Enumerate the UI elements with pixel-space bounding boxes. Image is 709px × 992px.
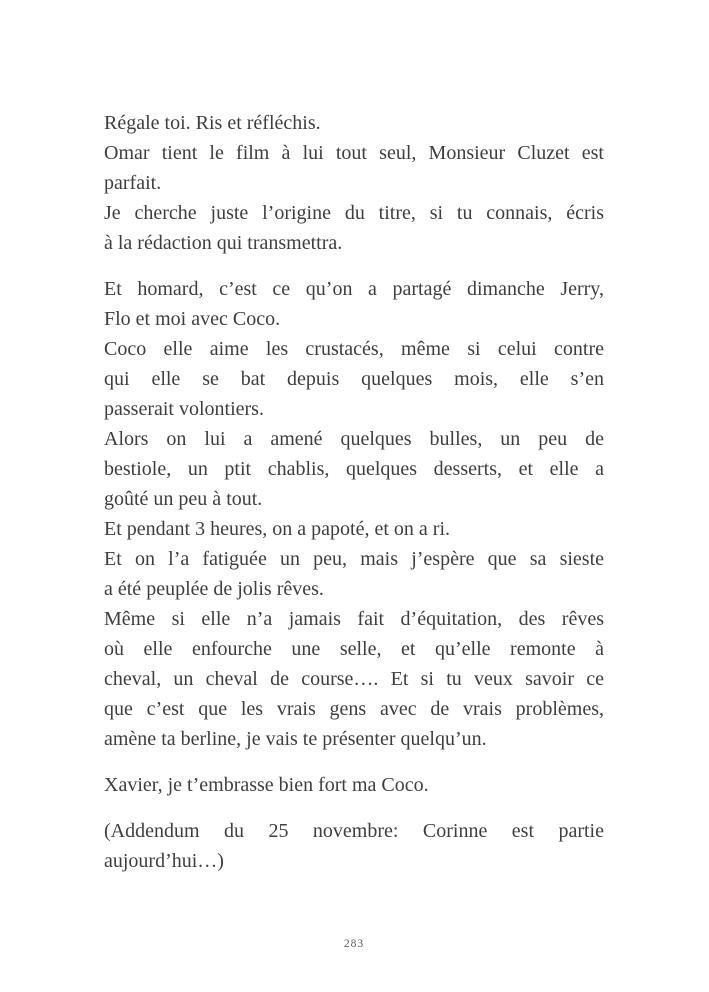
text-line: Coco elle aime les crustacés, même si celui contre [104, 338, 604, 360]
text-line: goûté un peu à tout. [104, 488, 263, 510]
text-line: Régale toi. Ris et réfléchis. [104, 112, 321, 134]
paragraph [104, 604, 604, 754]
page-text [104, 108, 604, 876]
text-line: où elle enfourche une selle, et qu’elle remonte à [104, 638, 604, 660]
text-line: parfait. [104, 172, 162, 194]
paragraph [104, 544, 604, 604]
text-line: aujourd’hui…) [104, 850, 224, 872]
paragraph-block-3 [104, 770, 604, 800]
text-line: a été peuplée de jolis rêves. [104, 578, 324, 600]
text-line: Omar tient le film à lui tout seul, Monsieur Cluzet est [104, 142, 604, 164]
paragraph [104, 108, 604, 138]
text-line: qui elle se bat depuis quelques mois, elle s’en [104, 368, 604, 390]
paragraph-block-2 [104, 274, 604, 754]
text-line: Et pendant 3 heures, on a papoté, et on a ri. [104, 518, 450, 540]
text-line: à la rédaction qui transmettra. [104, 232, 343, 254]
text-line: Et on l’a fatiguée un peu, mais j’espère que sa sieste [104, 548, 604, 570]
paragraph [104, 424, 604, 514]
paragraph [104, 138, 604, 198]
paragraph-block-4 [104, 816, 604, 876]
paragraph [104, 334, 604, 424]
text-line: Et homard, c’est ce qu’on a partagé dimanche Jerry, [104, 278, 604, 300]
paragraph [104, 816, 604, 876]
text-line: (Addendum du 25 novembre: Corinne est partie [104, 820, 604, 842]
text-line: que c’est que les vrais gens avec de vrais problèmes, [104, 698, 604, 720]
text-line: amène ta berline, je vais te présenter quelqu’un. [104, 728, 487, 750]
text-line: cheval, un cheval de course…. Et si tu veux savoir ce [104, 668, 604, 690]
paragraph-block-1 [104, 108, 604, 258]
paragraph [104, 770, 604, 800]
paragraph [104, 514, 604, 544]
text-line: passerait volontiers. [104, 398, 264, 420]
text-line: Xavier, je t’embrasse bien fort ma Coco. [104, 774, 429, 796]
text-line: Je cherche juste l’origine du titre, si tu connais, écris [104, 202, 604, 224]
text-line: bestiole, un ptit chablis, quelques desserts, et elle a [104, 458, 604, 480]
text-line: Alors on lui a amené quelques bulles, un peu de [104, 428, 604, 450]
text-line: Flo et moi avec Coco. [104, 308, 281, 330]
text-line: Même si elle n’a jamais fait d’équitation, des rêves [104, 608, 604, 630]
paragraph [104, 274, 604, 334]
paragraph [104, 198, 604, 258]
page-number: 283 [343, 938, 365, 950]
